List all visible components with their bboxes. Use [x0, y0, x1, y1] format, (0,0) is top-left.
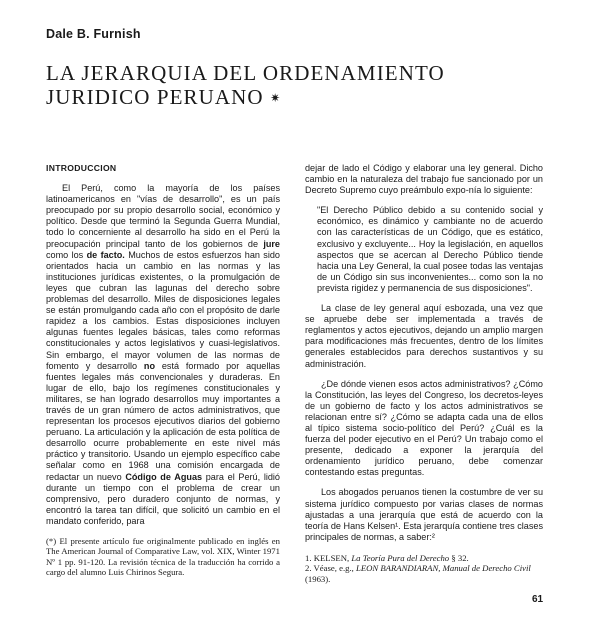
footnote-asterisk-icon: ✷: [270, 91, 281, 105]
bold-codigo-de-aguas: Código de Aguas: [125, 471, 203, 482]
decree-quote: "El Derecho Público debido a su contenido social y económico, es dinámico y cambiante no de acuerdo con las características de un Código, que es estático, exclusivo y excluyente... Hoy la legislación, en aquellos aspectos que se acercan al Derecho Público tiende hacia una Ley General, la cual posee todas las ventajas de un Código sin sus inconvenientes... como son la no prevista rigidez y permanencia de sus disposiciones".: [317, 205, 543, 293]
left-column: [46, 163, 280, 577]
title-line-1: LA JERARQUIA DEL ORDENAMIENTO: [46, 61, 445, 85]
bold-no: no: [143, 360, 156, 371]
footnote-1: 1. KELSEN, La Teoría Pura del Derecho § 32.: [305, 552, 469, 563]
bold-de-facto: de facto.: [86, 249, 125, 260]
footnote-original-publication: (*) El presente artículo fue originalmente publicado en inglés en The American Journal of Comparative Law, vol. XIX, Winter 1971 Nº 1 pp. 91-120. La revisión técnica de la traducción ha corrido a cargo del alumno Luis Chirinos Segura.: [46, 536, 280, 577]
right-column: [305, 163, 543, 584]
paragraph-kelsen: Los abogados peruanos tienen la costumbre de ver su sistema jurídico compuesto por varias clases de normas ajustadas a una jerarquía que está de acuerdo con la teoría de Hans Kelsen¹. Esta jerarquía contiene tres clases principales de normas, a saber:²: [305, 487, 543, 542]
bold-jure: jure: [263, 238, 280, 249]
footnotes-list: [305, 553, 543, 584]
section-heading: INTRODUCCION: [46, 163, 117, 173]
page-number: 61: [532, 594, 544, 605]
article-title: [46, 61, 516, 110]
title-line-2: JURIDICO PERUANO: [46, 85, 264, 109]
footnote-2: 2. Véase, e.g., LEON BARANDIARAN, Manual de Derecho Civil (1963).: [305, 563, 531, 584]
author-name: Dale B. Furnish: [46, 27, 141, 41]
paragraph-general-law: La clase de ley general aquí esbozada, una vez que se apruebe debe ser implementada a través de reglamentos y actos ejecutivos, dejando un amplio margen para modificaciones más frecuentes, dentro de los límites generales establecidos para derechos sustantivos y su administración.: [305, 303, 543, 369]
paragraph-questions: ¿De dónde vienen esos actos administrativos? ¿Cómo la Constitución, las leyes del Congreso, los decretos-leyes de un gobierno de facto y los actos administrativos se relacionan entre sí? ¿Cómo se adapta cada una de ellos al típico sistema socio-político del Perú? ¿Cuál es la fuerza del poder ejecutivo en el Perú? Un trabajo como el presente, dedicado a exponer la jerarquía del ordenamiento jurídico peruano, debe comenzar contestando estas preguntas.: [305, 378, 543, 478]
paragraph-continuation: dejar de lado el Código y elaborar una ley general. Dicho cambio en la naturaleza del trabajo fue sancionado por un Decreto Supremo cuyo preámbulo expo-nía lo siguiente:: [305, 163, 543, 196]
intro-paragraph: El Perú, como la mayoría de los países latinoamericanos en "vías de desarrollo", es un país preocupado por su propio desarrollo social, económico y político. Desde que terminó la Segunda Guerra Mundial, todo lo concerniente al desarrollo ha sido en el Perú la preocupación principal tanto de los gobiernos de jure como los de facto. Muchos de estos esfuerzos han sido orientados hacia un cambio en las normas y las instituciones jurídicas existentes, o la promulgación de leyes que cubran las lagunas del derecho sobre problemas del desarrollo. Miles de disposiciones legales se están promulgando cada año con el propósito de darle rapidez a los cambios. Estas disposiciones incluyen algunas fuentes legales básicas, tales como reformas constitucionales y actos legislativos y cuasi-legislativos. Sin embargo, el mayor volumen de las normas de fomento y desarrollo no está formado por aquellas fuentes legales más convencionales y duraderas. En lugar de ello, bajo los regímenes constitucionales y militares, se han logrado desarrollos muy importantes a través de un gran número de actos administrativos, que representan los procesos ejecutivos diarios del gobierno peruano. La articulación y la aplicación de esta política de desarrollo ocurre probablemente en este nivel más práctico y transitorio. Usando un ejemplo específico cabe señalar como en 1968 una comisión encargada de redactar un nuevo Código de Aguas para el Perú, lidió durante un tiempo con el problema de crear un comprensivo, pero duradero conjunto de normas, y encontró la tarea tan difícil, que solicitó un cambio en el mandato conferido, para: [46, 183, 280, 526]
